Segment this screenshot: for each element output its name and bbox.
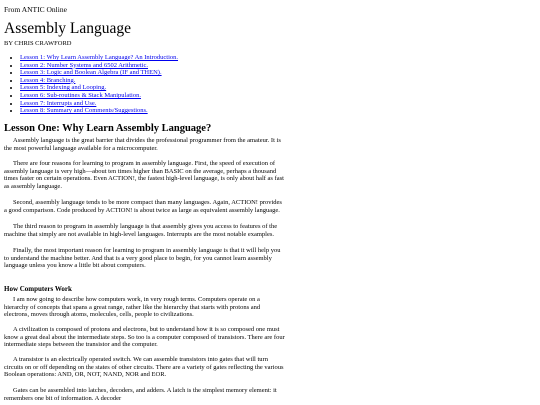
lesson-link-7[interactable]: Lesson 7: Interrupts and Use. [20, 99, 97, 107]
lesson-one-paragraph: Assembly language is the great barrier that divides the professional programmer from the amateur. It is the most powerful language available for a microcomputer. [4, 137, 281, 152]
source-line: From ANTIC Online [4, 5, 67, 14]
lesson-one-paragraph: There are four reasons for learning to program in assembly language. First, the speed of execution of assembly language is very high—about ten times higher than BASIC on the average, perhaps a thousand times faster on certain operations. Even ACTION!, the fastest high-level language, is only about half as fast as assembly language. [4, 160, 284, 190]
lesson-link-3[interactable]: Lesson 3: Logic and Boolean Algebra (IF and THEN). [20, 69, 162, 77]
lesson-link-4[interactable]: Lesson 4: Branching. [20, 76, 76, 84]
how-computers-work-paragraph: Gates can be assembled into latches, decoders, and adders. A latch is the simplest memory element: it remembers one bit of information. A decoder [4, 387, 277, 402]
how-computers-work-paragraph: A transistor is an electrically operated switch. We can assemble transistors into gates that will turn circuits on or off depending on the states of other circuits. There are a variety of gates reflecting the various Boolean operations: AND, OR, NOT, NAND, NOR and EOR. [4, 356, 284, 378]
lesson-link-5[interactable]: Lesson 5: Indexing and Looping. [20, 84, 107, 92]
lesson-index-item [20, 62, 178, 70]
lesson-index-item [20, 107, 178, 115]
lesson-one-paragraph: The third reason to program in assembly language is that assembly gives you access to features of the machine that simply are not available in high-level languages. Interrupts are the most notable examples. [4, 223, 278, 238]
lesson-link-8[interactable]: Lesson 8: Summary and Comments/Suggestions. [20, 107, 148, 115]
lesson-index-item [20, 54, 178, 62]
lesson-index [4, 54, 178, 115]
lesson-index-item [20, 92, 178, 100]
page-title: Assembly Language [4, 20, 131, 37]
how-computers-work-paragraph: I am now going to describe how computers work, in very rough terms. Computers operate on a hierarchy of concepts that spans a great range, rather like the hierarchy that starts with protons and electrons, moves through atoms, molecules, cells, people to civilizations. [4, 296, 261, 318]
lesson-one-heading: Lesson One: Why Learn Assembly Language? [4, 123, 212, 134]
author-byline: BY CHRIS CRAWFORD [4, 40, 72, 47]
lesson-index-item [20, 84, 178, 92]
how-computers-work-heading: How Computers Work [4, 285, 72, 293]
lesson-index-item [20, 100, 178, 108]
lesson-link-1[interactable]: Lesson 1: Why Learn Assembly Language? An Introduction. [20, 54, 179, 61]
how-computers-work-paragraph: A civilization is composed of protons and electrons, but to understand how it is so composed one must know a great deal about the intermediate steps. So too is a computer composed of transistors. There are four intermediate steps between the transistor and the computer. [4, 326, 285, 348]
lesson-index-item [20, 77, 178, 85]
lesson-one-paragraph: Second, assembly language tends to be more compact than many languages. Again, ACTION! provides a good comparison. Code produced by ACTION! is about twice as large as equivalent assembly language. [4, 199, 282, 214]
lesson-link-6[interactable]: Lesson 6: Sub-routines & Stack Manipulation. [20, 91, 141, 99]
lesson-link-2[interactable]: Lesson 2: Number Systems and 6502 Arithmetic. [20, 61, 149, 69]
lesson-one-paragraph: Finally, the most important reason for learning to program in assembly language is that it will help you to understand the machine better. And that is a very good place to begin, for you cannot learn assembly language unless you know a little bit about computers. [4, 247, 281, 269]
lesson-index-item [20, 69, 178, 77]
